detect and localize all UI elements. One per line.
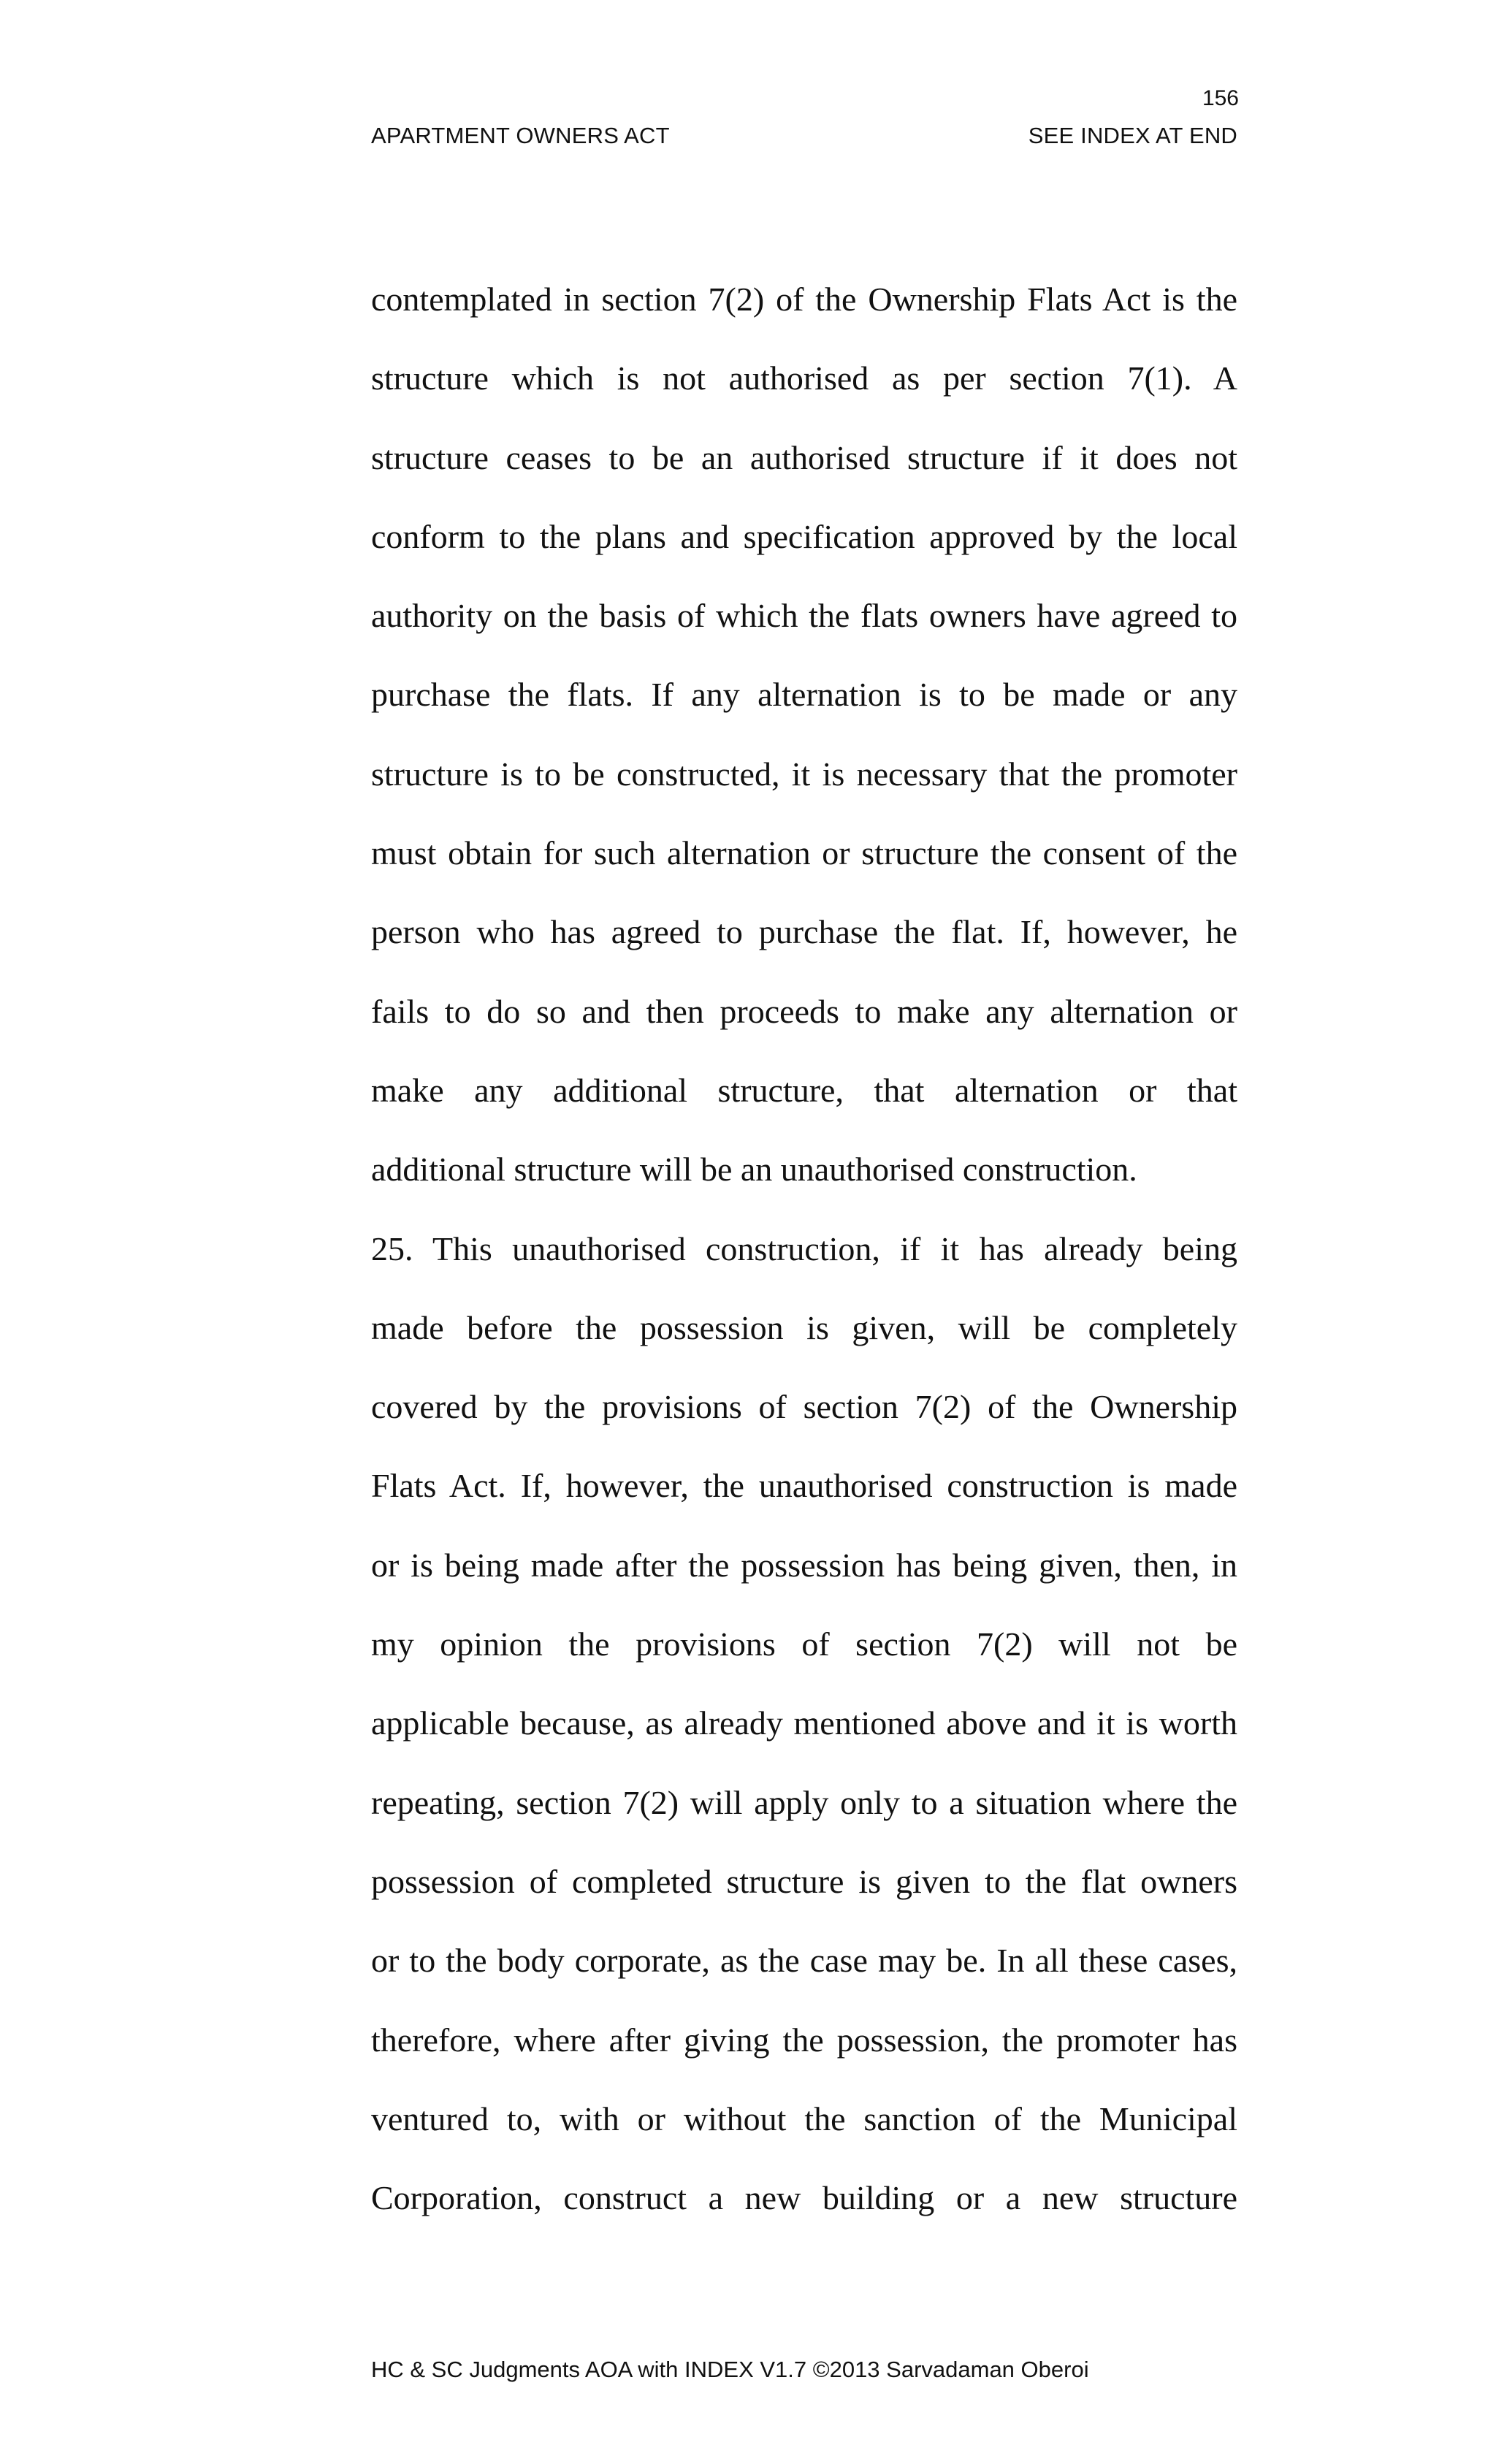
text-line: made before the possession is given, will be completely (371, 1308, 1237, 1346)
text-line: structure is to be constructed, it is necessary that the promoter (371, 755, 1237, 793)
text-line: my opinion the provisions of section 7(2) will not be (371, 1625, 1237, 1663)
text-line: repeating, section 7(2) will apply only to a situation where the (371, 1783, 1237, 1821)
header-title: APARTMENT OWNERS ACT (371, 123, 670, 148)
text-line: therefore, where after giving the possession, the promoter has (371, 2021, 1237, 2059)
text-line: additional structure will be an unauthorised construction. (371, 1151, 1137, 1189)
text-line: ventured to, with or without the sanction of the Municipal (371, 2099, 1237, 2137)
text-line: Flats Act. If, however, the unauthorised construction is made (371, 1467, 1237, 1505)
text-line: possession of completed structure is given to the flat owners (371, 1862, 1237, 1900)
text-line: must obtain for such alternation or structure the consent of the (371, 834, 1237, 872)
body-text (371, 260, 1237, 2238)
text-line: fails to do so and then proceeds to make any alternation or (371, 992, 1237, 1030)
text-line: conform to the plans and specification approved by the local (371, 517, 1237, 555)
text-line: structure ceases to be an authorised structure if it does not (371, 438, 1237, 476)
text-line: contemplated in section 7(2) of the Ownership Flats Act is the (371, 281, 1237, 318)
text-line: covered by the provisions of section 7(2) of the Ownership (371, 1388, 1237, 1426)
text-line: purchase the flats. If any alternation is to be made or any (371, 676, 1237, 714)
text-line: authority on the basis of which the flats owners have agreed to (371, 597, 1237, 635)
text-line: make any additional structure, that alternation or that (371, 1071, 1237, 1109)
text-line: 25. This unauthorised construction, if it has already being (371, 1229, 1237, 1267)
header-index-note: SEE INDEX AT END (1028, 123, 1237, 148)
text-line: structure which is not authorised as per section 7(1). A (371, 359, 1237, 397)
text-line: Corporation, construct a new building or a new structure (371, 2179, 1237, 2217)
footer-copyright: HC & SC Judgments AOA with INDEX V1.7 ©2013 Sarvadaman Oberoi (371, 2357, 1089, 2382)
text-line: person who has agreed to purchase the flat. If, however, he (371, 913, 1237, 951)
text-line: or is being made after the possession has being given, then, in (371, 1546, 1237, 1584)
text-line: or to the body corporate, as the case may be. In all these cases, (371, 1942, 1237, 1980)
page-number: 156 (1202, 86, 1239, 110)
text-line: applicable because, as already mentioned above and it is worth (371, 1704, 1237, 1742)
running-header (371, 124, 1237, 147)
